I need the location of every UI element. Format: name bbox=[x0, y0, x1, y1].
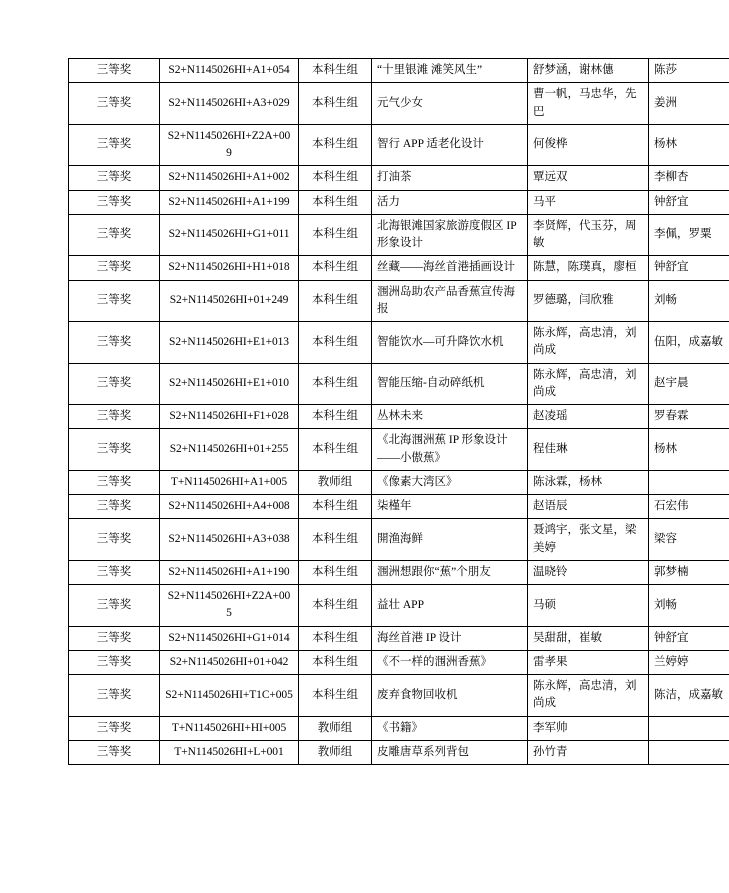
table-row bbox=[69, 519, 729, 561]
cell-title: 北海银滩国家旅游度假区 IP 形象设计 bbox=[372, 214, 528, 256]
table-row bbox=[69, 405, 729, 429]
table-row bbox=[69, 166, 729, 190]
cell-title: 《北海涠洲蕉 IP 形象设计――小傲蕉》 bbox=[372, 429, 528, 471]
award-results-table bbox=[68, 58, 729, 765]
cell-award: 三等奖 bbox=[69, 585, 160, 627]
cell-title: 《书籍》 bbox=[372, 716, 528, 740]
cell-group: 教师组 bbox=[299, 716, 372, 740]
cell-code: S2+N1145026HI+E1+010 bbox=[160, 363, 299, 405]
cell-code: S2+N1145026HI+Z2A+005 bbox=[160, 585, 299, 627]
cell-award: 三等奖 bbox=[69, 650, 160, 674]
cell-title: 涠洲岛助农产品香蕉宣传海报 bbox=[372, 280, 528, 322]
cell-advisor: 杨林 bbox=[649, 429, 729, 471]
table-body bbox=[69, 59, 729, 765]
cell-title: 活力 bbox=[372, 190, 528, 214]
table-row bbox=[69, 280, 729, 322]
cell-code: T+N1145026HI+L+001 bbox=[160, 740, 299, 764]
cell-title: 開渔海鲜 bbox=[372, 519, 528, 561]
cell-advisor: 兰婷婷 bbox=[649, 650, 729, 674]
cell-group: 本科生组 bbox=[299, 495, 372, 519]
cell-advisor: 陈洁，成嘉敏 bbox=[649, 675, 729, 717]
cell-group: 本科生组 bbox=[299, 83, 372, 125]
table-row bbox=[69, 626, 729, 650]
cell-advisor: 罗春霖 bbox=[649, 405, 729, 429]
cell-title: 柒槿年 bbox=[372, 495, 528, 519]
cell-code: S2+N1145026HI+A4+008 bbox=[160, 495, 299, 519]
cell-code: S2+N1145026HI+A1+199 bbox=[160, 190, 299, 214]
cell-group: 教师组 bbox=[299, 740, 372, 764]
cell-award: 三等奖 bbox=[69, 675, 160, 717]
table-row bbox=[69, 124, 729, 166]
table-row bbox=[69, 59, 729, 83]
cell-code: S2+N1145026HI+A3+029 bbox=[160, 83, 299, 125]
cell-code: T+N1145026HI+HI+005 bbox=[160, 716, 299, 740]
table-row bbox=[69, 585, 729, 627]
cell-code: S2+N1145026HI+01+249 bbox=[160, 280, 299, 322]
table-row bbox=[69, 256, 729, 280]
cell-title: 涠洲想跟你“蕉”个朋友 bbox=[372, 560, 528, 584]
cell-title: “十里银滩 滩笑风生” bbox=[372, 59, 528, 83]
table-row bbox=[69, 429, 729, 471]
cell-authors: 李军帅 bbox=[528, 716, 649, 740]
table-row bbox=[69, 322, 729, 364]
cell-code: S2+N1145026HI+A3+038 bbox=[160, 519, 299, 561]
cell-code: S2+N1145026HI+G1+011 bbox=[160, 214, 299, 256]
table-row bbox=[69, 190, 729, 214]
cell-authors: 赵凌瑶 bbox=[528, 405, 649, 429]
cell-authors: 孙竹青 bbox=[528, 740, 649, 764]
cell-group: 本科生组 bbox=[299, 650, 372, 674]
table-row bbox=[69, 363, 729, 405]
cell-award: 三等奖 bbox=[69, 716, 160, 740]
cell-advisor: 伍阳，成嘉敏 bbox=[649, 322, 729, 364]
cell-title: 元气少女 bbox=[372, 83, 528, 125]
cell-award: 三等奖 bbox=[69, 83, 160, 125]
table-row bbox=[69, 675, 729, 717]
cell-code: S2+N1145026HI+01+042 bbox=[160, 650, 299, 674]
cell-authors: 陈慧，陈璞真，廖桓 bbox=[528, 256, 649, 280]
table-row bbox=[69, 495, 729, 519]
cell-award: 三等奖 bbox=[69, 519, 160, 561]
cell-group: 本科生组 bbox=[299, 675, 372, 717]
cell-title: 打油茶 bbox=[372, 166, 528, 190]
cell-group: 本科生组 bbox=[299, 405, 372, 429]
cell-code: S2+N1145026HI+H1+018 bbox=[160, 256, 299, 280]
cell-award: 三等奖 bbox=[69, 322, 160, 364]
cell-advisor: 姜洲 bbox=[649, 83, 729, 125]
cell-award: 三等奖 bbox=[69, 740, 160, 764]
cell-code: S2+N1145026HI+T1C+005 bbox=[160, 675, 299, 717]
cell-advisor: 杨林 bbox=[649, 124, 729, 166]
cell-advisor bbox=[649, 740, 729, 764]
cell-award: 三等奖 bbox=[69, 190, 160, 214]
cell-award: 三等奖 bbox=[69, 59, 160, 83]
table-row bbox=[69, 83, 729, 125]
cell-group: 本科生组 bbox=[299, 214, 372, 256]
cell-group: 本科生组 bbox=[299, 585, 372, 627]
cell-group: 本科生组 bbox=[299, 280, 372, 322]
cell-award: 三等奖 bbox=[69, 363, 160, 405]
cell-authors: 吴甜甜，崔敏 bbox=[528, 626, 649, 650]
cell-authors: 覃远双 bbox=[528, 166, 649, 190]
cell-authors: 陈永辉，高忠清，刘尚成 bbox=[528, 363, 649, 405]
table-row bbox=[69, 470, 729, 494]
cell-group: 本科生组 bbox=[299, 626, 372, 650]
cell-award: 三等奖 bbox=[69, 470, 160, 494]
cell-title: 皮雕唐草系列背包 bbox=[372, 740, 528, 764]
cell-advisor: 李佩，罗粟 bbox=[649, 214, 729, 256]
cell-code: T+N1145026HI+A1+005 bbox=[160, 470, 299, 494]
cell-title: 海丝首港 IP 设计 bbox=[372, 626, 528, 650]
cell-authors: 马平 bbox=[528, 190, 649, 214]
cell-advisor: 刘畅 bbox=[649, 280, 729, 322]
cell-title: 丝藏——海丝首港插画设计 bbox=[372, 256, 528, 280]
cell-title: 智能饮水—可升降饮水机 bbox=[372, 322, 528, 364]
cell-authors: 李贤辉，代玉芬，周敏 bbox=[528, 214, 649, 256]
cell-authors: 聂鸿宇，张文星，梁美婷 bbox=[528, 519, 649, 561]
cell-group: 本科生组 bbox=[299, 166, 372, 190]
cell-award: 三等奖 bbox=[69, 280, 160, 322]
cell-title: 智能压缩-自动碎纸机 bbox=[372, 363, 528, 405]
cell-code: S2+N1145026HI+01+255 bbox=[160, 429, 299, 471]
cell-advisor: 赵宇晨 bbox=[649, 363, 729, 405]
cell-title: 废弃食物回收机 bbox=[372, 675, 528, 717]
cell-advisor bbox=[649, 470, 729, 494]
cell-authors: 程佳琳 bbox=[528, 429, 649, 471]
cell-title: 《不一样的涠洲香蕉》 bbox=[372, 650, 528, 674]
cell-advisor: 钟舒宜 bbox=[649, 626, 729, 650]
cell-advisor: 李柳杏 bbox=[649, 166, 729, 190]
cell-advisor: 陈莎 bbox=[649, 59, 729, 83]
cell-group: 教师组 bbox=[299, 470, 372, 494]
cell-advisor: 梁容 bbox=[649, 519, 729, 561]
cell-code: S2+N1145026HI+A1+054 bbox=[160, 59, 299, 83]
cell-award: 三等奖 bbox=[69, 256, 160, 280]
table-row bbox=[69, 560, 729, 584]
cell-group: 本科生组 bbox=[299, 322, 372, 364]
cell-award: 三等奖 bbox=[69, 124, 160, 166]
cell-authors: 何俊桦 bbox=[528, 124, 649, 166]
cell-group: 本科生组 bbox=[299, 519, 372, 561]
cell-authors: 温晓铃 bbox=[528, 560, 649, 584]
cell-award: 三等奖 bbox=[69, 429, 160, 471]
cell-group: 本科生组 bbox=[299, 190, 372, 214]
cell-title: 《像素大湾区》 bbox=[372, 470, 528, 494]
table-row bbox=[69, 214, 729, 256]
cell-award: 三等奖 bbox=[69, 560, 160, 584]
cell-authors: 陈泳霖，杨林 bbox=[528, 470, 649, 494]
cell-authors: 陈永辉，高忠清，刘尚成 bbox=[528, 322, 649, 364]
cell-award: 三等奖 bbox=[69, 405, 160, 429]
cell-advisor: 钟舒宜 bbox=[649, 190, 729, 214]
cell-group: 本科生组 bbox=[299, 124, 372, 166]
cell-code: S2+N1145026HI+A1+002 bbox=[160, 166, 299, 190]
cell-code: S2+N1145026HI+A1+190 bbox=[160, 560, 299, 584]
cell-authors: 赵语辰 bbox=[528, 495, 649, 519]
cell-advisor: 钟舒宜 bbox=[649, 256, 729, 280]
cell-award: 三等奖 bbox=[69, 166, 160, 190]
cell-authors: 罗德璐，闫欣雅 bbox=[528, 280, 649, 322]
cell-authors: 马硕 bbox=[528, 585, 649, 627]
cell-code: S2+N1145026HI+F1+028 bbox=[160, 405, 299, 429]
cell-group: 本科生组 bbox=[299, 363, 372, 405]
table-row bbox=[69, 740, 729, 764]
cell-group: 本科生组 bbox=[299, 560, 372, 584]
cell-authors: 陈永辉，高忠清，刘尚成 bbox=[528, 675, 649, 717]
table-row bbox=[69, 650, 729, 674]
cell-advisor: 郭梦楠 bbox=[649, 560, 729, 584]
cell-authors: 雷孝果 bbox=[528, 650, 649, 674]
cell-group: 本科生组 bbox=[299, 429, 372, 471]
cell-group: 本科生组 bbox=[299, 256, 372, 280]
cell-code: S2+N1145026HI+E1+013 bbox=[160, 322, 299, 364]
cell-code: S2+N1145026HI+Z2A+009 bbox=[160, 124, 299, 166]
table-row bbox=[69, 716, 729, 740]
cell-award: 三等奖 bbox=[69, 626, 160, 650]
cell-group: 本科生组 bbox=[299, 59, 372, 83]
cell-award: 三等奖 bbox=[69, 495, 160, 519]
cell-title: 丛林未来 bbox=[372, 405, 528, 429]
cell-title: 智行 APP 适老化设计 bbox=[372, 124, 528, 166]
cell-award: 三等奖 bbox=[69, 214, 160, 256]
cell-title: 益壮 APP bbox=[372, 585, 528, 627]
cell-authors: 曹一帆，马忠华，先巴 bbox=[528, 83, 649, 125]
cell-advisor bbox=[649, 716, 729, 740]
cell-code: S2+N1145026HI+G1+014 bbox=[160, 626, 299, 650]
cell-advisor: 石宏伟 bbox=[649, 495, 729, 519]
cell-authors: 舒梦涵，谢林僡 bbox=[528, 59, 649, 83]
cell-advisor: 刘畅 bbox=[649, 585, 729, 627]
